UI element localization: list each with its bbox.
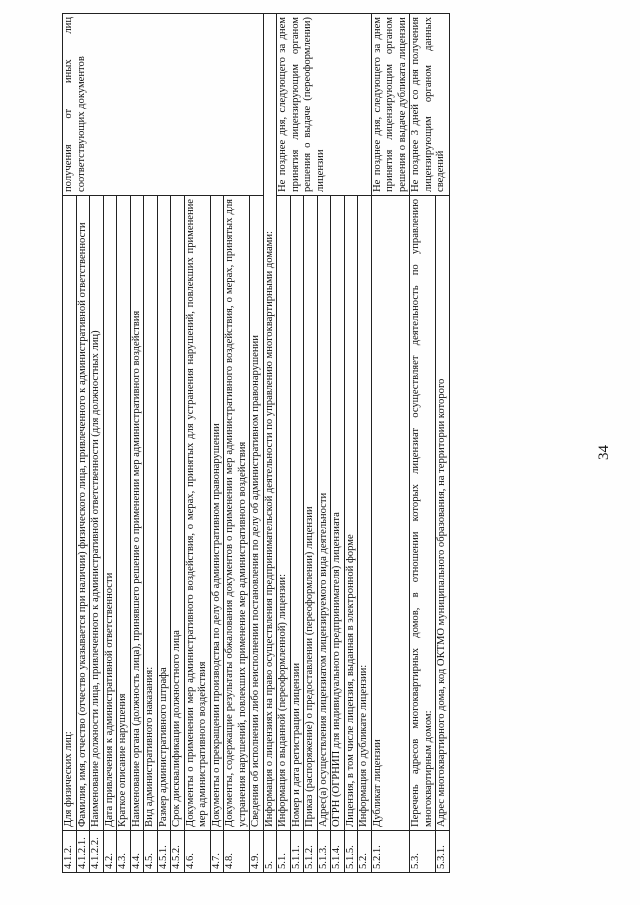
row-deadline: Не позднее 3 дней со дня получения лицензирующим органом данных сведений — [410, 14, 450, 196]
row-description: Номер и дата регистрации лицензии — [290, 196, 304, 831]
row-number: 4.1.2.2. — [90, 831, 104, 873]
row-description: Сведения об исполнении либо неисполнении постановления по делу об административном правонарушении — [250, 196, 264, 831]
row-number: 4.9. — [250, 831, 264, 873]
row-description: Адрес(а) осуществления лицензиатом лицензируемого вида деятельности — [317, 196, 331, 831]
row-description: Адрес многоквартирного дома, код ОКТМО муниципального образования, на территории которого — [436, 196, 450, 831]
row-description: Вид административного наказания: — [144, 196, 158, 831]
row-number: 4.5.1. — [157, 831, 171, 873]
row-number: 4.2. — [103, 831, 117, 873]
row-description: Фамилия, имя, отчество (отчество указывается при наличии) физического лица, привлеченного к административной ответственности — [76, 196, 90, 831]
row-number: 5.3.1. — [436, 831, 450, 873]
row-number: 5.3. — [410, 831, 436, 873]
row-deadline: Не позднее дня, следующего за днем принятия лицензирующим органом решения о выдаче дубликата лицензии — [371, 14, 410, 196]
row-description: Срок дисквалификации должностного лица — [171, 196, 185, 831]
row-number: 4.5. — [144, 831, 158, 873]
row-deadline: получения от иных лиц соответствующих документов — [63, 14, 264, 196]
row-number: 5. — [263, 831, 277, 873]
row-description: Информация о дубликате лицензии: — [358, 196, 372, 831]
row-description: Лицензия, в том числе лицензия, выданная в электронной форме — [344, 196, 358, 831]
row-description: Документы о прекращении производства по делу об административном правонарушении — [210, 196, 224, 831]
requirements-table — [62, 13, 450, 873]
row-description: Наименование должности лица, привлеченного к административной ответственности (для должностных лиц) — [90, 196, 104, 831]
row-description: Краткое описание нарушения — [117, 196, 131, 831]
row-number: 5.1.4. — [331, 831, 345, 873]
row-number: 4.4. — [130, 831, 144, 873]
row-number: 4.8. — [224, 831, 250, 873]
table-row — [263, 14, 277, 873]
row-description: Наименование органа (должность лица), принявшего решение о применении мер административного воздействия — [130, 196, 144, 831]
row-description: Приказ (распоряжение) о предоставлении (переоформлении) лицензии — [304, 196, 318, 831]
row-number: 5.2. — [358, 831, 372, 873]
row-description: ОГРН (ОГРНИП для индивидуального предпринимателя) лицензиата — [331, 196, 345, 831]
row-number: 5.1. — [277, 831, 291, 873]
row-number: 5.1.2. — [304, 831, 318, 873]
page-number: 34 — [596, 445, 612, 460]
row-description: Размер административного штрафа — [157, 196, 171, 831]
row-number: 4.6. — [184, 831, 210, 873]
table-row — [277, 14, 291, 873]
row-description: Информация о выданной (переоформленной) лицензии: — [277, 196, 291, 831]
row-description: Информация о лицензиях на право осуществления предпринимательской деятельности по управлению многоквартирными домами: — [263, 14, 277, 831]
row-number: 4.7. — [210, 831, 224, 873]
table-row — [371, 14, 410, 873]
row-description: Для физических лиц: — [63, 196, 77, 831]
row-description: Документы о применении мер административного воздействия, о мерах, принятых для устранения нарушений, повлекших применение мер административного воздействия — [184, 196, 210, 831]
table-row — [63, 14, 77, 873]
row-description: Перечень адресов многоквартирных домов, в отношении которых лицензиат осуществляет деятельность по управлению многоквартирным домом: — [410, 196, 436, 831]
row-number: 4.3. — [117, 831, 131, 873]
table-row — [410, 14, 436, 873]
row-description: Дубликат лицензии — [371, 196, 410, 831]
row-number: 4.5.2. — [171, 831, 185, 873]
row-deadline: Не позднее дня, следующего за днем принятия лицензирующим органом решения о выдаче (переоформлении) лицензии — [277, 14, 372, 196]
row-number: 4.1.2.1. — [76, 831, 90, 873]
row-number: 4.1.2. — [63, 831, 77, 873]
row-number: 5.1.3. — [317, 831, 331, 873]
row-description: Документы, содержащие результаты обжалования документов о применении мер административного воздействия, о мерах, принятых для устранения нарушений, повлекших применение мер административного воздействия — [224, 196, 250, 831]
row-number: 5.1.5. — [344, 831, 358, 873]
row-description: Дата привлечения к административной ответственности — [103, 196, 117, 831]
row-number: 5.2.1. — [371, 831, 410, 873]
row-number: 5.1.1. — [290, 831, 304, 873]
